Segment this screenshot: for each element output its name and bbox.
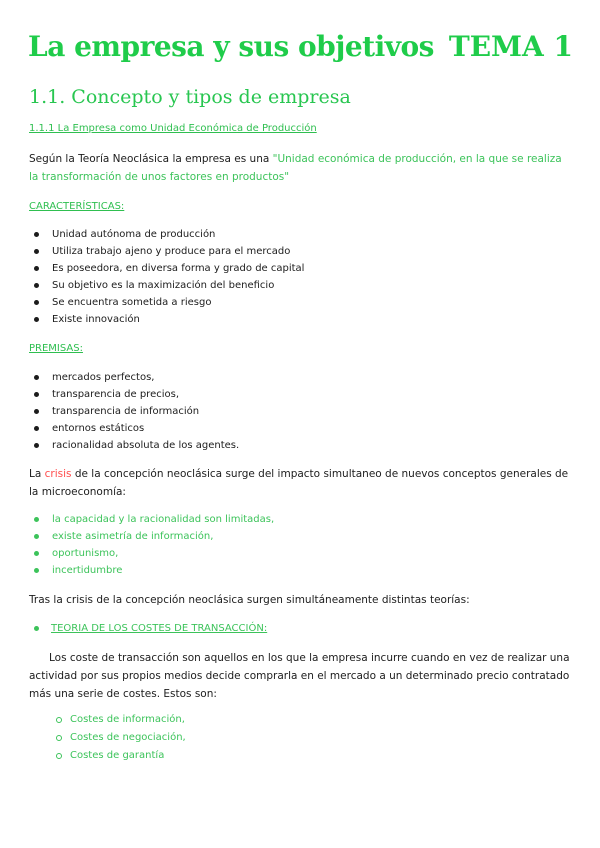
intro-text: Según la Teoría Neoclásica la empresa es una [29, 153, 273, 165]
costes-list [56, 711, 186, 765]
bullet-icon [34, 551, 39, 556]
page-title: La empresa y sus objetivos [28, 30, 434, 63]
list-item: Existe innovación [34, 311, 304, 328]
bullet-icon [34, 534, 39, 539]
circle-bullet-icon [56, 753, 62, 759]
list-item: racionalidad absoluta de los agentes. [34, 437, 239, 454]
tema-label: TEMA 1 [448, 30, 573, 63]
list-item: Es poseedora, en diversa forma y grado de capital [34, 260, 304, 277]
bullet-icon [34, 266, 39, 271]
bullet-icon [34, 392, 39, 397]
list-item: Costes de garantía [56, 747, 186, 765]
premisas-heading: PREMISAS: [29, 343, 83, 354]
list-item: mercados perfectos, [34, 369, 239, 386]
bullet-icon [34, 626, 39, 631]
list-item: transparencia de información [34, 403, 239, 420]
caracteristicas-list [34, 226, 304, 328]
crisis-paragraph: La crisis de la concepción neoclásica surge del impacto simultaneo de nuevos conceptos generales de la microeconomía: [29, 468, 569, 498]
intro-quote: "Unidad económica de producción, en la que se realiza la transformación de unos factores en productos" [29, 153, 562, 183]
list-item: oportunismo, [34, 545, 274, 562]
bullet-icon [34, 409, 39, 414]
bullet-icon [34, 317, 39, 322]
caracteristicas-heading: CARACTERÍSTICAS: [29, 201, 125, 212]
list-item: entornos estáticos [34, 420, 239, 437]
list-item: la capacidad y la racionalidad son limitadas, [34, 511, 274, 528]
list-item: Utiliza trabajo ajeno y produce para el mercado [34, 243, 304, 260]
bullet-icon [34, 300, 39, 305]
circle-bullet-icon [56, 735, 62, 741]
teoria-description: Los coste de transacción son aquellos en los que la empresa incurre cuando en vez de realizar una actividad por sus propios medios decide comprarla en el mercado a un determinado precio contratado más una serie de costes. Estos son: [29, 652, 570, 700]
premisas-list [34, 369, 239, 454]
bullet-icon [34, 568, 39, 573]
subsection-title: 1.1.1 La Empresa como Unidad Económica de Producción [29, 123, 317, 134]
bullet-icon [34, 443, 39, 448]
teoria-heading: TEORIA DE LOS COSTES DE TRANSACCIÓN: [34, 623, 267, 634]
bullet-icon [34, 517, 39, 522]
conceptos-list [34, 511, 274, 579]
teorias-paragraph: Tras la crisis de la concepción neoclásica surgen simultáneamente distintas teorías: [29, 594, 470, 606]
list-item: transparencia de precios, [34, 386, 239, 403]
bullet-icon [34, 283, 39, 288]
intro-paragraph [29, 150, 574, 186]
list-item: Costes de información, [56, 711, 186, 729]
section-title: 1.1. Concepto y tipos de empresa [29, 86, 351, 108]
crisis-word: crisis [44, 468, 72, 480]
list-item: incertidumbre [34, 562, 274, 579]
bullet-icon [34, 426, 39, 431]
list-item: Su objetivo es la maximización del beneficio [34, 277, 304, 294]
list-item: Unidad autónoma de producción [34, 226, 304, 243]
bullet-icon [34, 375, 39, 380]
list-item: Costes de negociación, [56, 729, 186, 747]
bullet-icon [34, 249, 39, 254]
bullet-icon [34, 232, 39, 237]
circle-bullet-icon [56, 717, 62, 723]
list-item: existe asimetría de información, [34, 528, 274, 545]
list-item: Se encuentra sometida a riesgo [34, 294, 304, 311]
